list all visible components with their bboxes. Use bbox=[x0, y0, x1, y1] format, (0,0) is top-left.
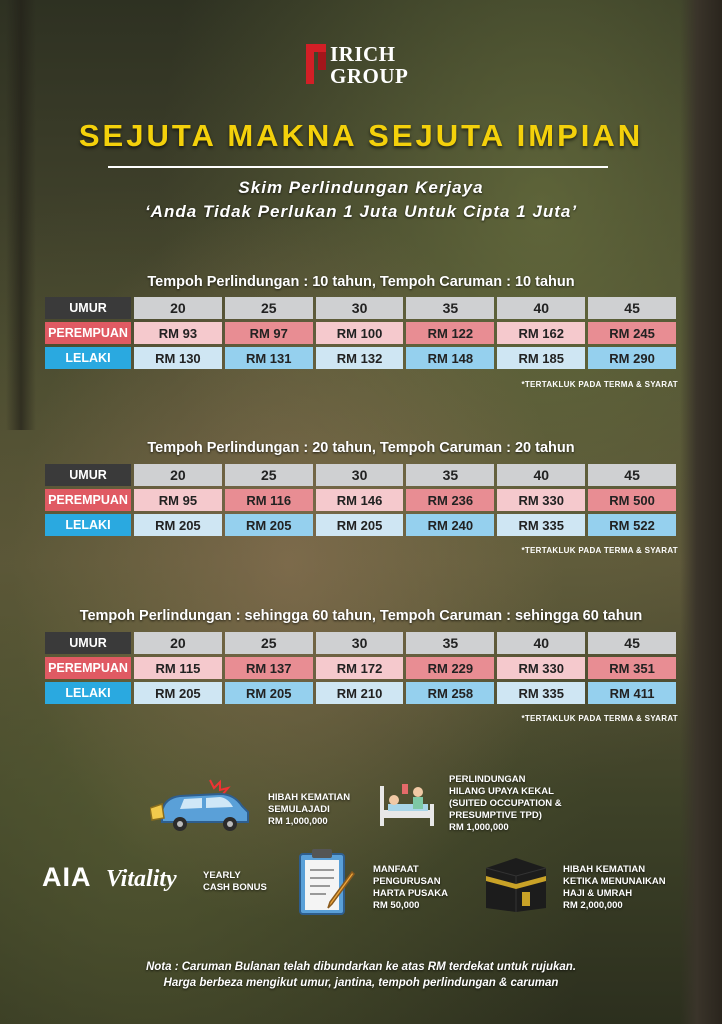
benefit-amount: RM 2,000,000 bbox=[563, 900, 623, 911]
terms-note: *TERTAKLUK PADA TERMA & SYARAT bbox=[521, 546, 678, 555]
age-cell: 25 bbox=[225, 464, 313, 486]
male-header: LELAKI bbox=[45, 347, 131, 369]
benefit-yearly-cash-bonus bbox=[203, 870, 267, 894]
premium-cell: RM 205 bbox=[225, 514, 313, 536]
premium-cell: RM 351 bbox=[588, 657, 676, 679]
logo-mark-icon bbox=[304, 44, 328, 84]
hospital-bed-icon bbox=[378, 782, 440, 834]
benefit-line: HARTA PUSAKA bbox=[373, 888, 448, 899]
benefit-line: HIBAH KEMATIAN bbox=[268, 792, 351, 803]
male-header: LELAKI bbox=[45, 682, 131, 704]
table-row-female bbox=[45, 322, 676, 344]
logo-text-line1: IRICH bbox=[330, 42, 396, 66]
premium-cell: RM 131 bbox=[225, 347, 313, 369]
subtitle-tagline: ‘Anda Tidak Perlukan 1 Juta Untuk Cipta 1 Juta’ bbox=[144, 202, 578, 221]
age-cell: 20 bbox=[134, 632, 222, 654]
age-header: UMUR bbox=[45, 464, 131, 486]
premium-cell: RM 116 bbox=[225, 489, 313, 511]
aia-wordmark: AIA bbox=[42, 862, 92, 892]
table-3-title: Tempoh Perlindungan : sehingga 60 tahun, Tempoh Caruman : sehingga 60 tahun bbox=[79, 608, 643, 624]
benefit-line: HAJI & UMRAH bbox=[563, 888, 633, 899]
headline: SEJUTA MAKNA SEJUTA IMPIAN bbox=[78, 118, 644, 153]
age-cell: 40 bbox=[497, 464, 585, 486]
female-header: PEREMPUAN bbox=[45, 657, 131, 679]
age-cell: 20 bbox=[134, 464, 222, 486]
logo-text-line2: GROUP bbox=[330, 64, 409, 88]
premium-cell: RM 93 bbox=[134, 322, 222, 344]
footnote-pricing: Harga berbeza mengikut umur, jantina, tempoh perlindungan & caruman bbox=[163, 977, 559, 989]
age-cell: 45 bbox=[588, 464, 676, 486]
benefit-line: MANFAAT bbox=[373, 864, 419, 875]
benefit-line: PERLINDUNGAN bbox=[449, 774, 526, 785]
premium-cell: RM 330 bbox=[497, 489, 585, 511]
premium-cell: RM 210 bbox=[316, 682, 404, 704]
subtitle-scheme: Skim Perlindungan Kerjaya bbox=[238, 178, 484, 197]
irich-group-logo bbox=[304, 42, 424, 90]
premium-cell: RM 97 bbox=[225, 322, 313, 344]
benefit-amount: RM 1,000,000 bbox=[449, 822, 509, 833]
premium-cell: RM 148 bbox=[406, 347, 494, 369]
table-1-title: Tempoh Perlindungan : 10 tahun, Tempoh Caruman : 10 tahun bbox=[147, 274, 575, 290]
table-row-female bbox=[45, 657, 676, 679]
benefit-line: SEMULAJADI bbox=[268, 804, 330, 815]
age-header: UMUR bbox=[45, 297, 131, 319]
premium-cell: RM 236 bbox=[406, 489, 494, 511]
benefit-line: YEARLY bbox=[203, 870, 241, 881]
benefit-amount: RM 50,000 bbox=[373, 900, 420, 911]
table-row-female bbox=[45, 489, 676, 511]
age-cell: 35 bbox=[406, 632, 494, 654]
female-header: PEREMPUAN bbox=[45, 489, 131, 511]
age-cell: 40 bbox=[497, 632, 585, 654]
age-cell: 25 bbox=[225, 632, 313, 654]
premium-cell: RM 205 bbox=[225, 682, 313, 704]
age-cell: 40 bbox=[497, 297, 585, 319]
benefit-line: HILANG UPAYA KEKAL bbox=[449, 786, 554, 797]
premium-cell: RM 130 bbox=[134, 347, 222, 369]
age-cell: 35 bbox=[406, 464, 494, 486]
age-cell: 30 bbox=[316, 297, 404, 319]
premium-cell: RM 115 bbox=[134, 657, 222, 679]
premium-cell: RM 522 bbox=[588, 514, 676, 536]
benefit-line: PENGURUSAN bbox=[373, 876, 441, 887]
benefit-estate-management bbox=[373, 864, 448, 912]
female-header: PEREMPUAN bbox=[45, 322, 131, 344]
benefit-amount: RM 1,000,000 bbox=[268, 816, 328, 827]
premium-table-1 bbox=[42, 294, 679, 372]
premium-cell: RM 290 bbox=[588, 347, 676, 369]
table-row-ages bbox=[45, 632, 676, 654]
premium-cell: RM 330 bbox=[497, 657, 585, 679]
age-header: UMUR bbox=[45, 632, 131, 654]
premium-cell: RM 146 bbox=[316, 489, 404, 511]
premium-cell: RM 411 bbox=[588, 682, 676, 704]
premium-table-3 bbox=[42, 629, 679, 707]
premium-cell: RM 185 bbox=[497, 347, 585, 369]
premium-cell: RM 245 bbox=[588, 322, 676, 344]
footnote-rounding: Nota : Caruman Bulanan telah dibundarkan ke atas RM terdekat untuk rujukan. bbox=[145, 961, 577, 973]
benefit-tpd bbox=[449, 774, 562, 834]
terms-note: *TERTAKLUK PADA TERMA & SYARAT bbox=[521, 380, 678, 389]
benefit-line: KETIKA MENUNAIKAN bbox=[563, 876, 666, 887]
male-header: LELAKI bbox=[45, 514, 131, 536]
benefit-line: HIBAH KEMATIAN bbox=[563, 864, 646, 875]
kaaba-icon bbox=[482, 854, 550, 914]
premium-cell: RM 205 bbox=[316, 514, 404, 536]
premium-cell: RM 229 bbox=[406, 657, 494, 679]
table-2-title: Tempoh Perlindungan : 20 tahun, Tempoh Caruman : 20 tahun bbox=[147, 440, 575, 456]
age-cell: 20 bbox=[134, 297, 222, 319]
benefit-hajj-umrah bbox=[563, 864, 666, 912]
premium-cell: RM 100 bbox=[316, 322, 404, 344]
premium-table-2 bbox=[42, 461, 679, 539]
premium-cell: RM 205 bbox=[134, 514, 222, 536]
table-row-male bbox=[45, 514, 676, 536]
premium-cell: RM 335 bbox=[497, 514, 585, 536]
premium-cell: RM 162 bbox=[497, 322, 585, 344]
age-cell: 30 bbox=[316, 464, 404, 486]
benefit-natural-death bbox=[268, 792, 350, 828]
benefit-line: PRESUMPTIVE TPD) bbox=[449, 810, 542, 821]
age-cell: 25 bbox=[225, 297, 313, 319]
premium-cell: RM 132 bbox=[316, 347, 404, 369]
benefit-line: CASH BONUS bbox=[203, 882, 267, 893]
clipboard-icon bbox=[296, 846, 362, 918]
table-row-male bbox=[45, 347, 676, 369]
age-cell: 45 bbox=[588, 297, 676, 319]
aia-vitality-logo bbox=[42, 862, 202, 902]
age-cell: 30 bbox=[316, 632, 404, 654]
age-cell: 35 bbox=[406, 297, 494, 319]
table-row-ages bbox=[45, 464, 676, 486]
benefit-line: (SUITED OCCUPATION & bbox=[449, 798, 562, 809]
premium-cell: RM 137 bbox=[225, 657, 313, 679]
age-cell: 45 bbox=[588, 632, 676, 654]
table-row-male bbox=[45, 682, 676, 704]
car-accident-icon bbox=[150, 778, 254, 836]
premium-cell: RM 258 bbox=[406, 682, 494, 704]
premium-cell: RM 122 bbox=[406, 322, 494, 344]
table-row-ages bbox=[45, 297, 676, 319]
vitality-wordmark: Vitality bbox=[106, 866, 177, 892]
terms-note: *TERTAKLUK PADA TERMA & SYARAT bbox=[521, 714, 678, 723]
premium-cell: RM 500 bbox=[588, 489, 676, 511]
premium-cell: RM 172 bbox=[316, 657, 404, 679]
premium-cell: RM 335 bbox=[497, 682, 585, 704]
premium-cell: RM 240 bbox=[406, 514, 494, 536]
premium-cell: RM 205 bbox=[134, 682, 222, 704]
headline-divider bbox=[108, 166, 608, 168]
premium-cell: RM 95 bbox=[134, 489, 222, 511]
